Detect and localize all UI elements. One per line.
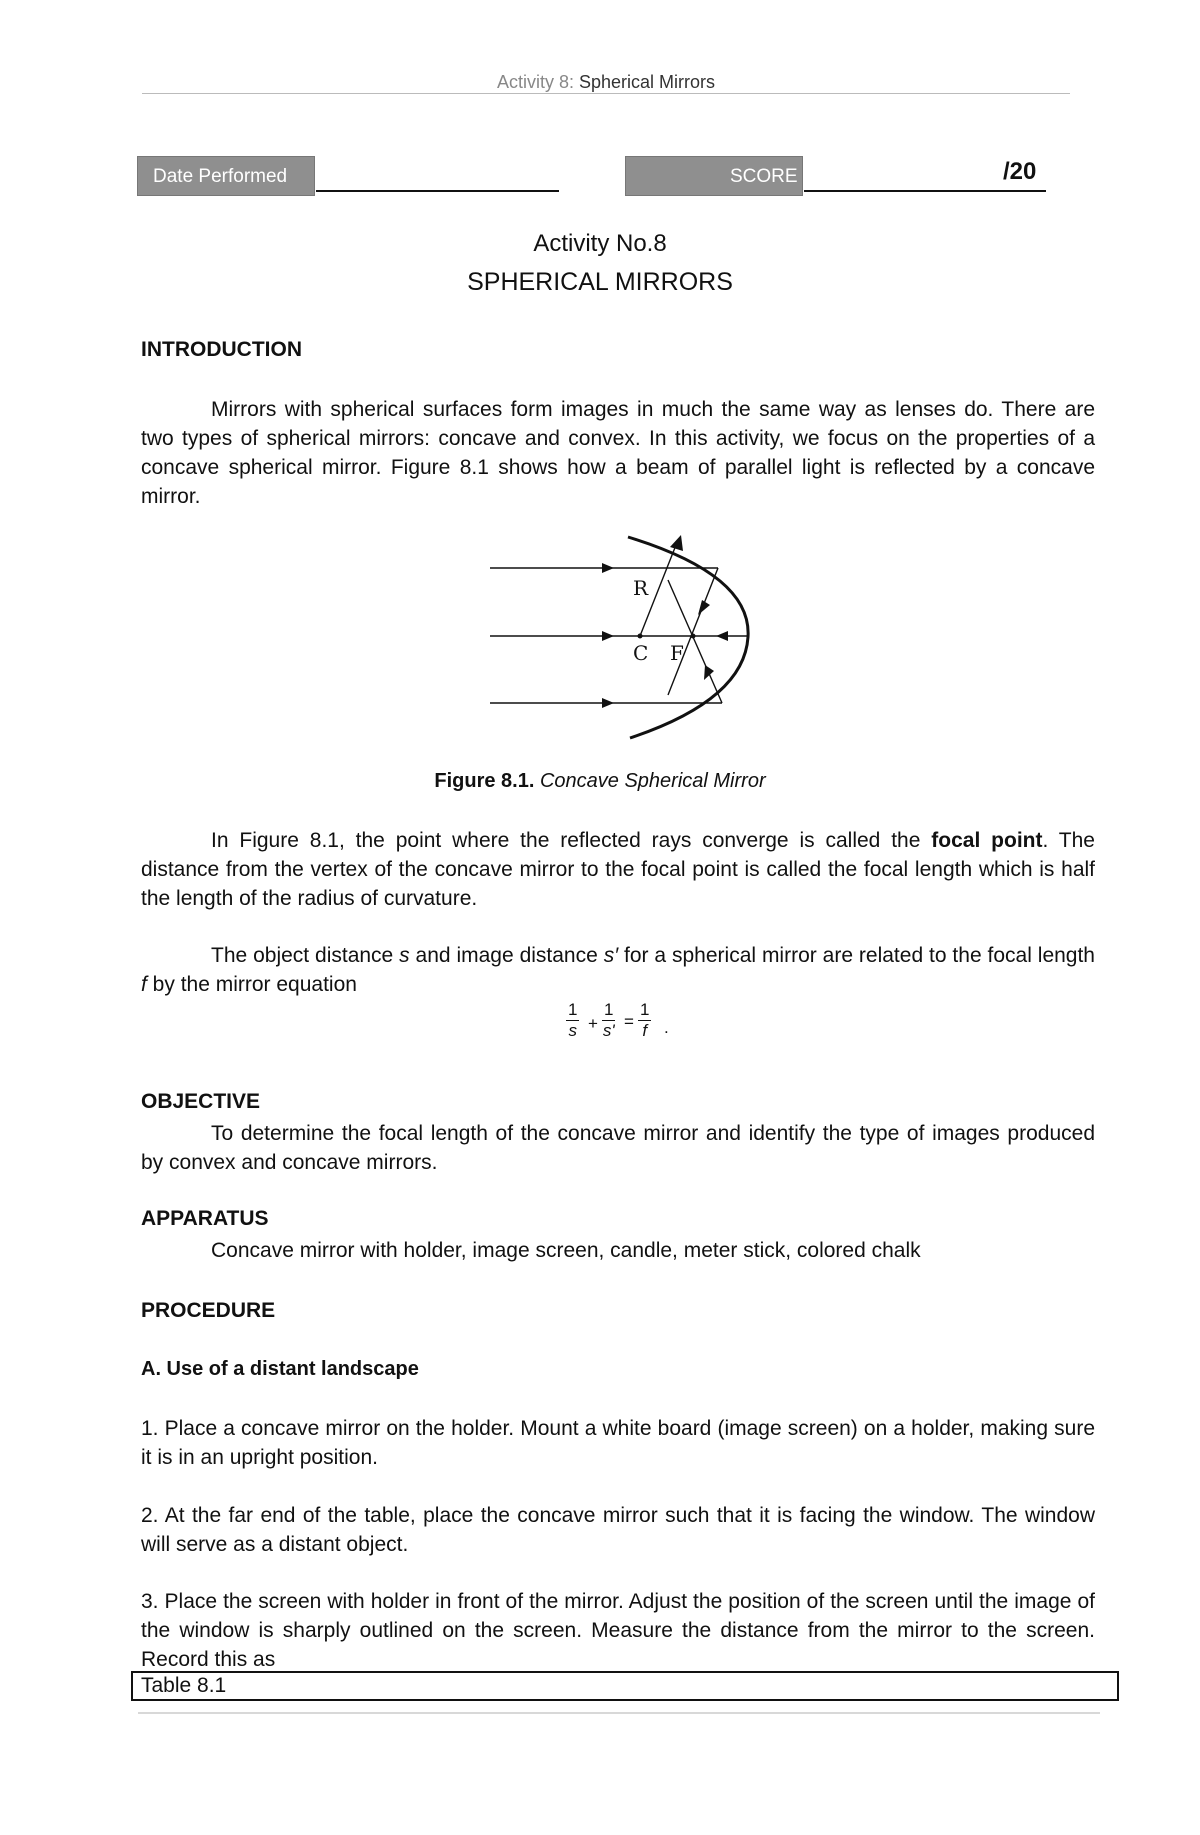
date-performed-label: Date Performed (137, 156, 315, 196)
procedure-step-2: 2. At the far end of the table, place the concave mirror such that it is facing the window. The window will serve as a distant object. (141, 1504, 1095, 1556)
para3-text-a: The object distance (211, 944, 400, 967)
activity-title: SPHERICAL MIRRORS (467, 268, 733, 296)
para2-bold-term: focal point (931, 829, 1043, 852)
introduction-paragraph-1: Mirrors with spherical surfaces form images in much the same way as lenses do. There are two types of spherical mirrors: concave and convex. In this activity, we focus on the properties of a concave spherical mirror. Figure 8.1 shows how a beam of parallel light is reflected by a concave mirror. (141, 398, 1095, 508)
fraction-1-over-s-prime: $\frac{1}{s'}$ (602, 1000, 615, 1040)
header-title-prefix: Activity 8: (496, 72, 579, 92)
para3-var-s: s (399, 944, 410, 967)
label-R: R (633, 576, 649, 600)
para3-text-b: and image distance (409, 944, 604, 967)
page-header-title (142, 72, 1070, 93)
para2-text-after: . The distance from the vertex of the concave mirror to the focal point is called the focal length which is half the length of the radius of curvature. (141, 829, 1095, 910)
para2-text-before: In Figure 8.1, the point where the reflected rays converge is called the (211, 829, 932, 852)
para3-text-c: for a spherical mirror are related to the focal length (618, 944, 1095, 967)
introduction-paragraph-3 (141, 941, 1095, 999)
procedure-step-3: 3. Place the screen with holder in front of the mirror. Adjust the position of the screen until the image of the window is sharply outlined on the screen. Measure the distance from the mirror to the screen. Record this as (141, 1590, 1095, 1671)
para3-var-f: f (141, 973, 147, 996)
arrow-head-middle (602, 631, 614, 641)
apparatus-heading: APPARATUS (141, 1207, 269, 1230)
procedure-subheading-a: A. Use of a distant landscape (141, 1358, 419, 1380)
equals-sign: = (624, 1012, 634, 1031)
arrow-head-bottom (602, 698, 614, 708)
focal-point (691, 634, 696, 639)
label-C: C (633, 641, 649, 665)
arrow-head-reflected-top (698, 600, 710, 615)
objective-text: To determine the focal length of the concave mirror and identify the type of images produced by convex and concave mirrors. (141, 1122, 1095, 1174)
figure-caption-text: Concave Spherical Mirror (534, 770, 766, 792)
label-F: F (670, 641, 684, 665)
header-title-main: Spherical Mirrors (579, 72, 716, 92)
table-8-1-label: Table 8.1 (131, 1671, 1119, 1701)
center-of-curvature-point (638, 634, 643, 639)
fraction-1-over-s: $\frac{1}{s}$ (568, 1000, 578, 1040)
mirror-surface (628, 537, 748, 738)
arrow-head-reflected-middle (716, 631, 728, 641)
score-label: SCORE (625, 156, 803, 196)
concave-mirror-diagram (480, 525, 760, 745)
fraction-1-over-f: $\frac{1}{f}$ (640, 1000, 650, 1040)
activity-number: Activity No.8 (533, 230, 667, 257)
arrow-head-top (602, 563, 614, 573)
para3-text-d: by the mirror equation (146, 973, 357, 996)
procedure-heading: PROCEDURE (141, 1299, 276, 1322)
header-rule (142, 93, 1070, 94)
score-field[interactable] (804, 190, 1046, 192)
plus-sign: + (588, 1014, 598, 1033)
apparatus-text: Concave mirror with holder, image screen, candle, meter stick, colored chalk (211, 1239, 921, 1262)
para3-var-s-prime: s′ (603, 944, 619, 967)
date-performed-field[interactable] (316, 190, 559, 192)
footer-rule (138, 1712, 1100, 1714)
arrow-head-reflected-bottom (704, 665, 714, 680)
introduction-heading: INTRODUCTION (141, 338, 302, 361)
figure-caption (0, 770, 1200, 793)
figure-caption-number: Figure 8.1. (434, 770, 535, 792)
equation-period: . (664, 1018, 669, 1037)
score-total: /20 (1003, 158, 1037, 185)
procedure-step-1: 1. Place a concave mirror on the holder. Mount a white board (image screen) on a holder, making sure it is in an upright position. (141, 1417, 1095, 1469)
arrow-head-radius (670, 535, 683, 551)
mirror-equation (560, 1000, 710, 1050)
introduction-paragraph-2 (141, 826, 1095, 913)
objective-heading: OBJECTIVE (141, 1090, 261, 1113)
